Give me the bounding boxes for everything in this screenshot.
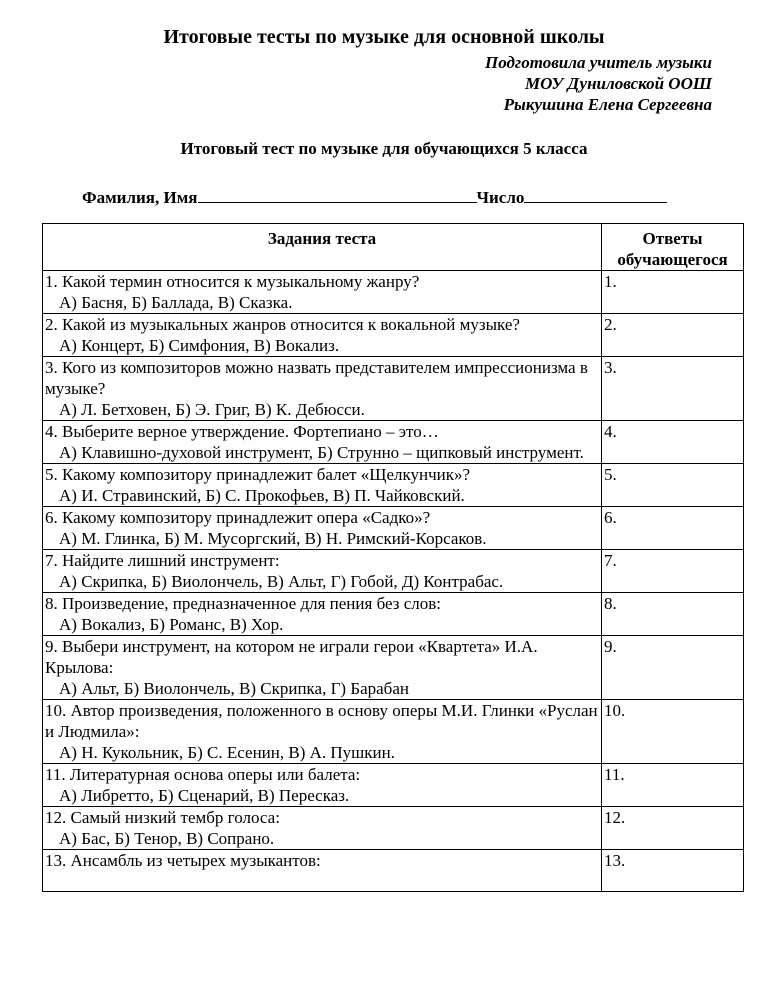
answer-options: А) И. Стравинский, Б) С. Прокофьев, В) П. Чайковский.: [59, 486, 465, 505]
question-text: 2. Какой из музыкальных жанров относится к вокальной музыке?: [45, 315, 520, 334]
answer-options: А) Скрипка, Б) Виолончель, В) Альт, Г) Гобой, Д) Контрабас.: [59, 572, 504, 591]
answers-header-line-2: обучающегося: [617, 250, 728, 269]
answer-cell[interactable]: 5.: [602, 464, 744, 507]
author-line-3: Рыкушина Елена Сергеевна: [503, 95, 712, 114]
question-cell: [43, 357, 602, 421]
table-row: [43, 507, 744, 550]
answer-cell[interactable]: 10.: [602, 700, 744, 764]
question-cell: [43, 636, 602, 700]
answer-cell[interactable]: 4.: [602, 421, 744, 464]
answer-cell[interactable]: 7.: [602, 550, 744, 593]
answer-cell[interactable]: 11.: [602, 764, 744, 807]
table-row: [43, 593, 744, 636]
question-text: 9. Выбери инструмент, на котором не играли герои «Квартета» И.А. Крылова:: [45, 637, 538, 677]
table-row: [43, 807, 744, 850]
question-cell: [43, 421, 602, 464]
date-label: Число: [476, 188, 525, 207]
answer-options: А) Вокализ, Б) Романс, В) Хор.: [59, 615, 284, 634]
answers-header-line-1: Ответы: [642, 229, 703, 248]
date-blank[interactable]: [524, 186, 667, 203]
answer-options: А) Н. Кукольник, Б) С. Есенин, В) А. Пушкин.: [59, 743, 395, 762]
table-row: [43, 550, 744, 593]
tasks-column-header: Задания теста: [43, 224, 602, 271]
test-subtitle: Итоговый тест по музыке для обучающихся 5 класса: [180, 139, 588, 158]
question-text: 11. Литературная основа оперы или балета:: [45, 765, 361, 784]
answer-options: А) Бас, Б) Тенор, В) Сопрано.: [59, 829, 275, 848]
table-row: [43, 314, 744, 357]
question-cell: [43, 271, 602, 314]
question-text: 10. Автор произведения, положенного в основу оперы М.И. Глинки «Руслан и Людмила»:: [45, 701, 598, 741]
name-date-line: [82, 186, 667, 208]
page-title: Итоговые тесты по музыке для основной школы: [163, 26, 605, 48]
question-text: 5. Какому композитору принадлежит балет «Щелкунчик»?: [45, 465, 471, 484]
answer-options: А) Альт, Б) Виолончель, В) Скрипка, Г) Барабан: [59, 679, 409, 698]
test-table: [42, 223, 744, 892]
answer-cell[interactable]: 8.: [602, 593, 744, 636]
question-text: 4. Выберите верное утверждение. Фортепиано – это…: [45, 422, 439, 441]
question-cell: [43, 464, 602, 507]
question-text: 12. Самый низкий тембр голоса:: [45, 808, 280, 827]
question-text: 1. Какой термин относится к музыкальному жанру?: [45, 272, 420, 291]
question-cell: [43, 314, 602, 357]
name-blank[interactable]: [198, 186, 477, 203]
question-text: 13. Ансамбль из четырех музыкантов:: [45, 851, 321, 870]
question-cell: [43, 593, 602, 636]
question-text: 6. Какому композитору принадлежит опера «Садко»?: [45, 508, 431, 527]
question-text: 3. Кого из композиторов можно назвать представителем импрессионизма в музыке?: [45, 358, 588, 398]
table-row: [43, 271, 744, 314]
question-cell: [43, 850, 602, 892]
table-row: [43, 764, 744, 807]
table-row: [43, 636, 744, 700]
question-cell: [43, 507, 602, 550]
question-cell: [43, 807, 602, 850]
author-line-1: Подготовила учитель музыки: [485, 53, 712, 72]
answer-options: А) М. Глинка, Б) М. Мусоргский, В) Н. Римский-Корсаков.: [59, 529, 487, 548]
question-cell: [43, 764, 602, 807]
answer-cell[interactable]: 12.: [602, 807, 744, 850]
name-label: Фамилия, Имя: [82, 188, 198, 207]
answer-cell[interactable]: 6.: [602, 507, 744, 550]
question-text: 8. Произведение, предназначенное для пения без слов:: [45, 594, 441, 613]
table-row: [43, 850, 744, 892]
answer-options: А) Л. Бетховен, Б) Э. Григ, В) К. Дебюсси.: [59, 400, 365, 419]
answer-options: А) Басня, Б) Баллада, В) Сказка.: [59, 293, 293, 312]
answer-cell[interactable]: 9.: [602, 636, 744, 700]
answer-cell[interactable]: 2.: [602, 314, 744, 357]
answer-cell[interactable]: 1.: [602, 271, 744, 314]
answer-options: А) Клавишно-духовой инструмент, Б) Струнно – щипковый инструмент.: [59, 443, 584, 462]
answer-cell[interactable]: 3.: [602, 357, 744, 421]
answers-column-header: [602, 224, 744, 271]
table-header-row: [43, 224, 744, 271]
answer-options: А) Концерт, Б) Симфония, В) Вокализ.: [59, 336, 340, 355]
answer-cell[interactable]: 13.: [602, 850, 744, 892]
question-cell: [43, 700, 602, 764]
table-row: [43, 700, 744, 764]
author-line-2: МОУ Дуниловской ООШ: [525, 74, 712, 93]
table-row: [43, 421, 744, 464]
question-text: 7. Найдите лишний инструмент:: [45, 551, 280, 570]
question-cell: [43, 550, 602, 593]
answer-options: А) Либретто, Б) Сценарий, В) Пересказ.: [59, 786, 350, 805]
table-row: [43, 357, 744, 421]
table-row: [43, 464, 744, 507]
